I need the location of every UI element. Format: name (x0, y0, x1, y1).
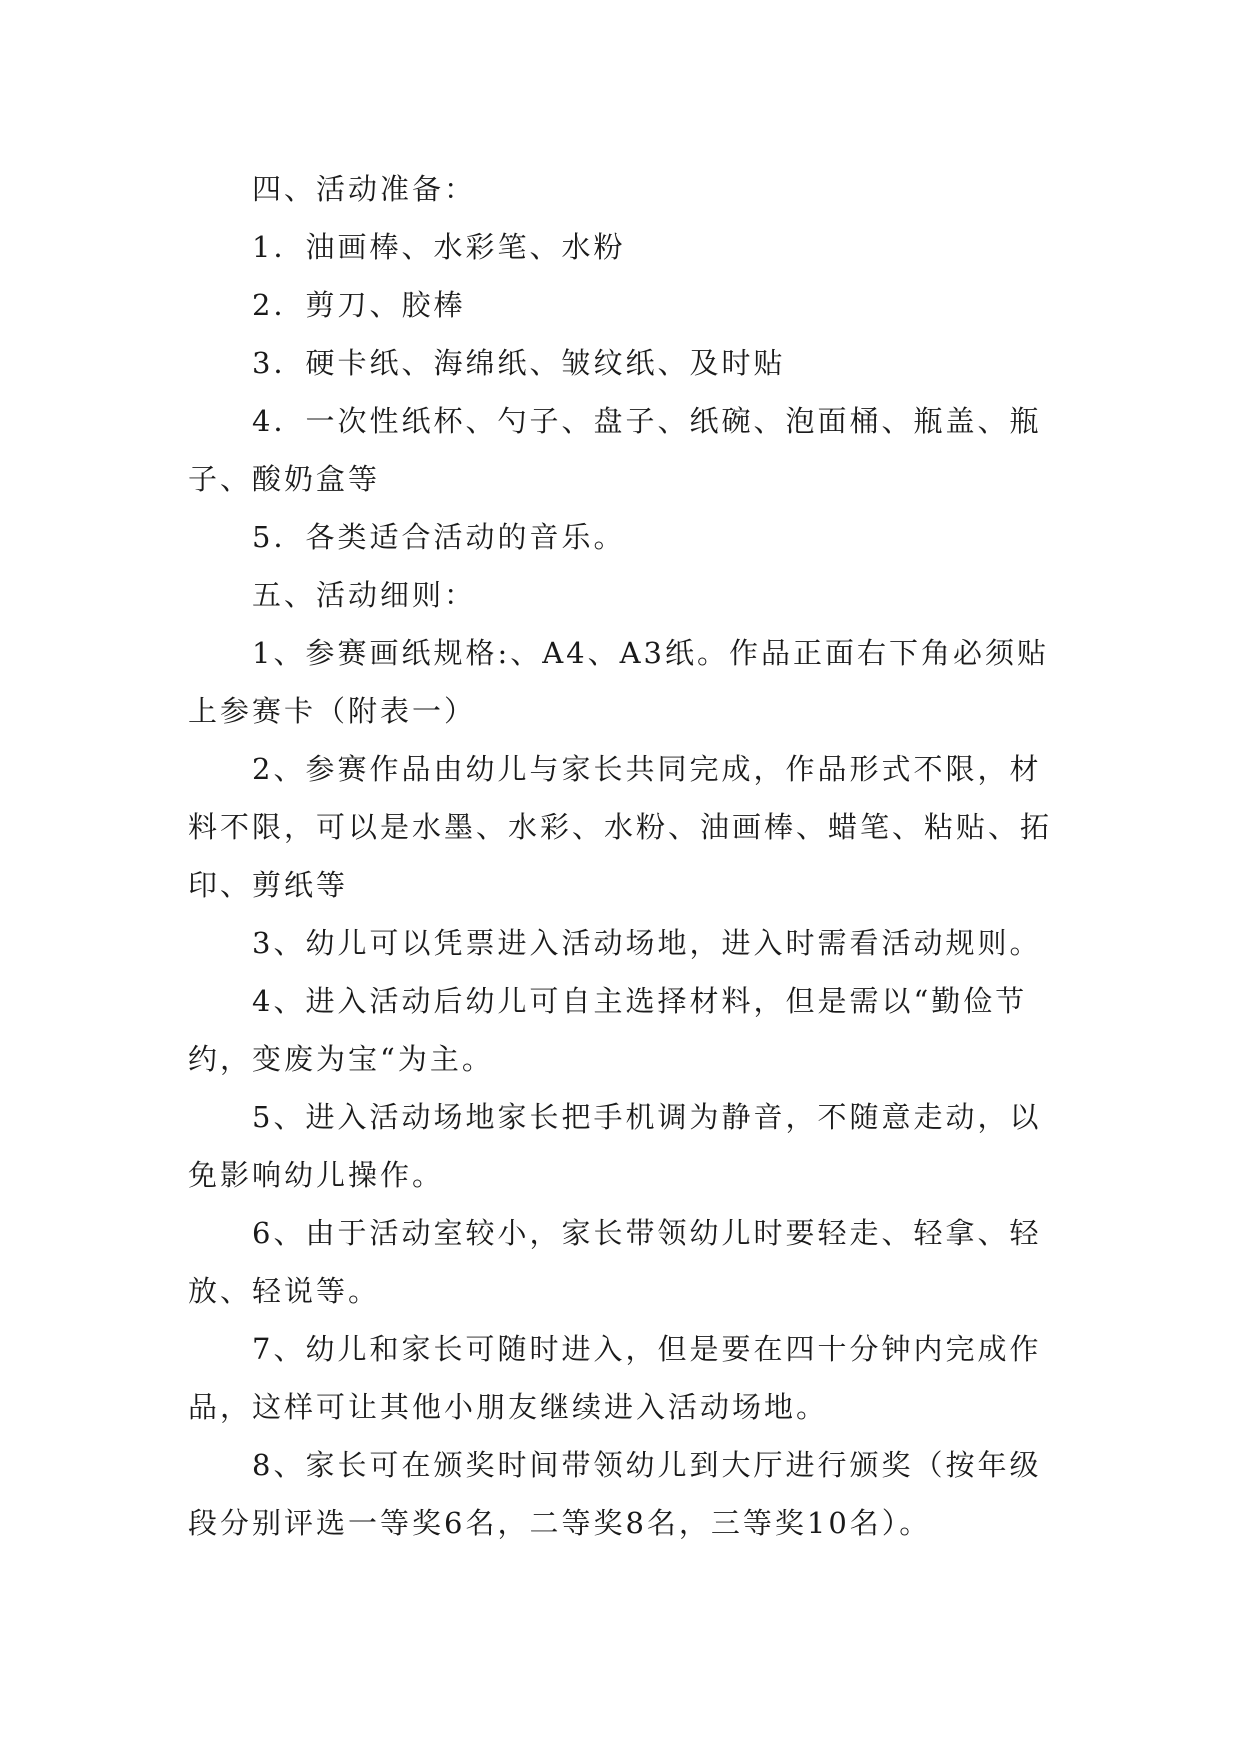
list-item: 2．剪刀、胶棒 (252, 288, 466, 322)
list-item: 1、参赛画纸规格:、A4、A3纸。作品正面右下角必须贴上参赛卡（附表一） (188, 636, 1050, 728)
list-item: 5、进入活动场地家长把手机调为静音，不随意走动，以免影响幼儿操作。 (188, 1100, 1042, 1192)
list-item: 3．硬卡纸、海绵纸、皱纹纸、及时贴 (252, 346, 786, 380)
list-item: 6、由于活动室较小，家长带领幼儿时要轻走、轻拿、轻放、轻说等。 (188, 1216, 1042, 1308)
list-item: 2、参赛作品由幼儿与家长共同完成，作品形式不限，材料不限，可以是水墨、水彩、水粉、油画棒、蜡笔、粘贴、拓印、剪纸等 (188, 752, 1053, 902)
document-body (188, 160, 1068, 1552)
list-item: 5．各类适合活动的音乐。 (252, 520, 626, 554)
list-item: 4、进入活动后幼儿可自主选择材料，但是需以“勤俭节约，变废为宝“为主。 (188, 984, 1028, 1076)
list-item: 7、幼儿和家长可随时进入，但是要在四十分钟内完成作品，这样可让其他小朋友继续进入活动场地。 (188, 1332, 1042, 1424)
list-item: 1．油画棒、水彩笔、水粉 (252, 230, 626, 264)
list-item: 4．一次性纸杯、勺子、盘子、纸碗、泡面桶、瓶盖、瓶子、酸奶盒等 (188, 404, 1042, 496)
list-item: 3、幼儿可以凭票进入活动场地，进入时需看活动规则。 (252, 926, 1042, 960)
section-heading-rules: 五、活动细则： (252, 578, 477, 612)
list-item: 8、家长可在颁奖时间带领幼儿到大厅进行颁奖（按年级段分别评选一等奖6名，二等奖8名，三等奖10名）。 (188, 1448, 1042, 1540)
section-heading-preparation: 四、活动准备： (252, 172, 477, 206)
